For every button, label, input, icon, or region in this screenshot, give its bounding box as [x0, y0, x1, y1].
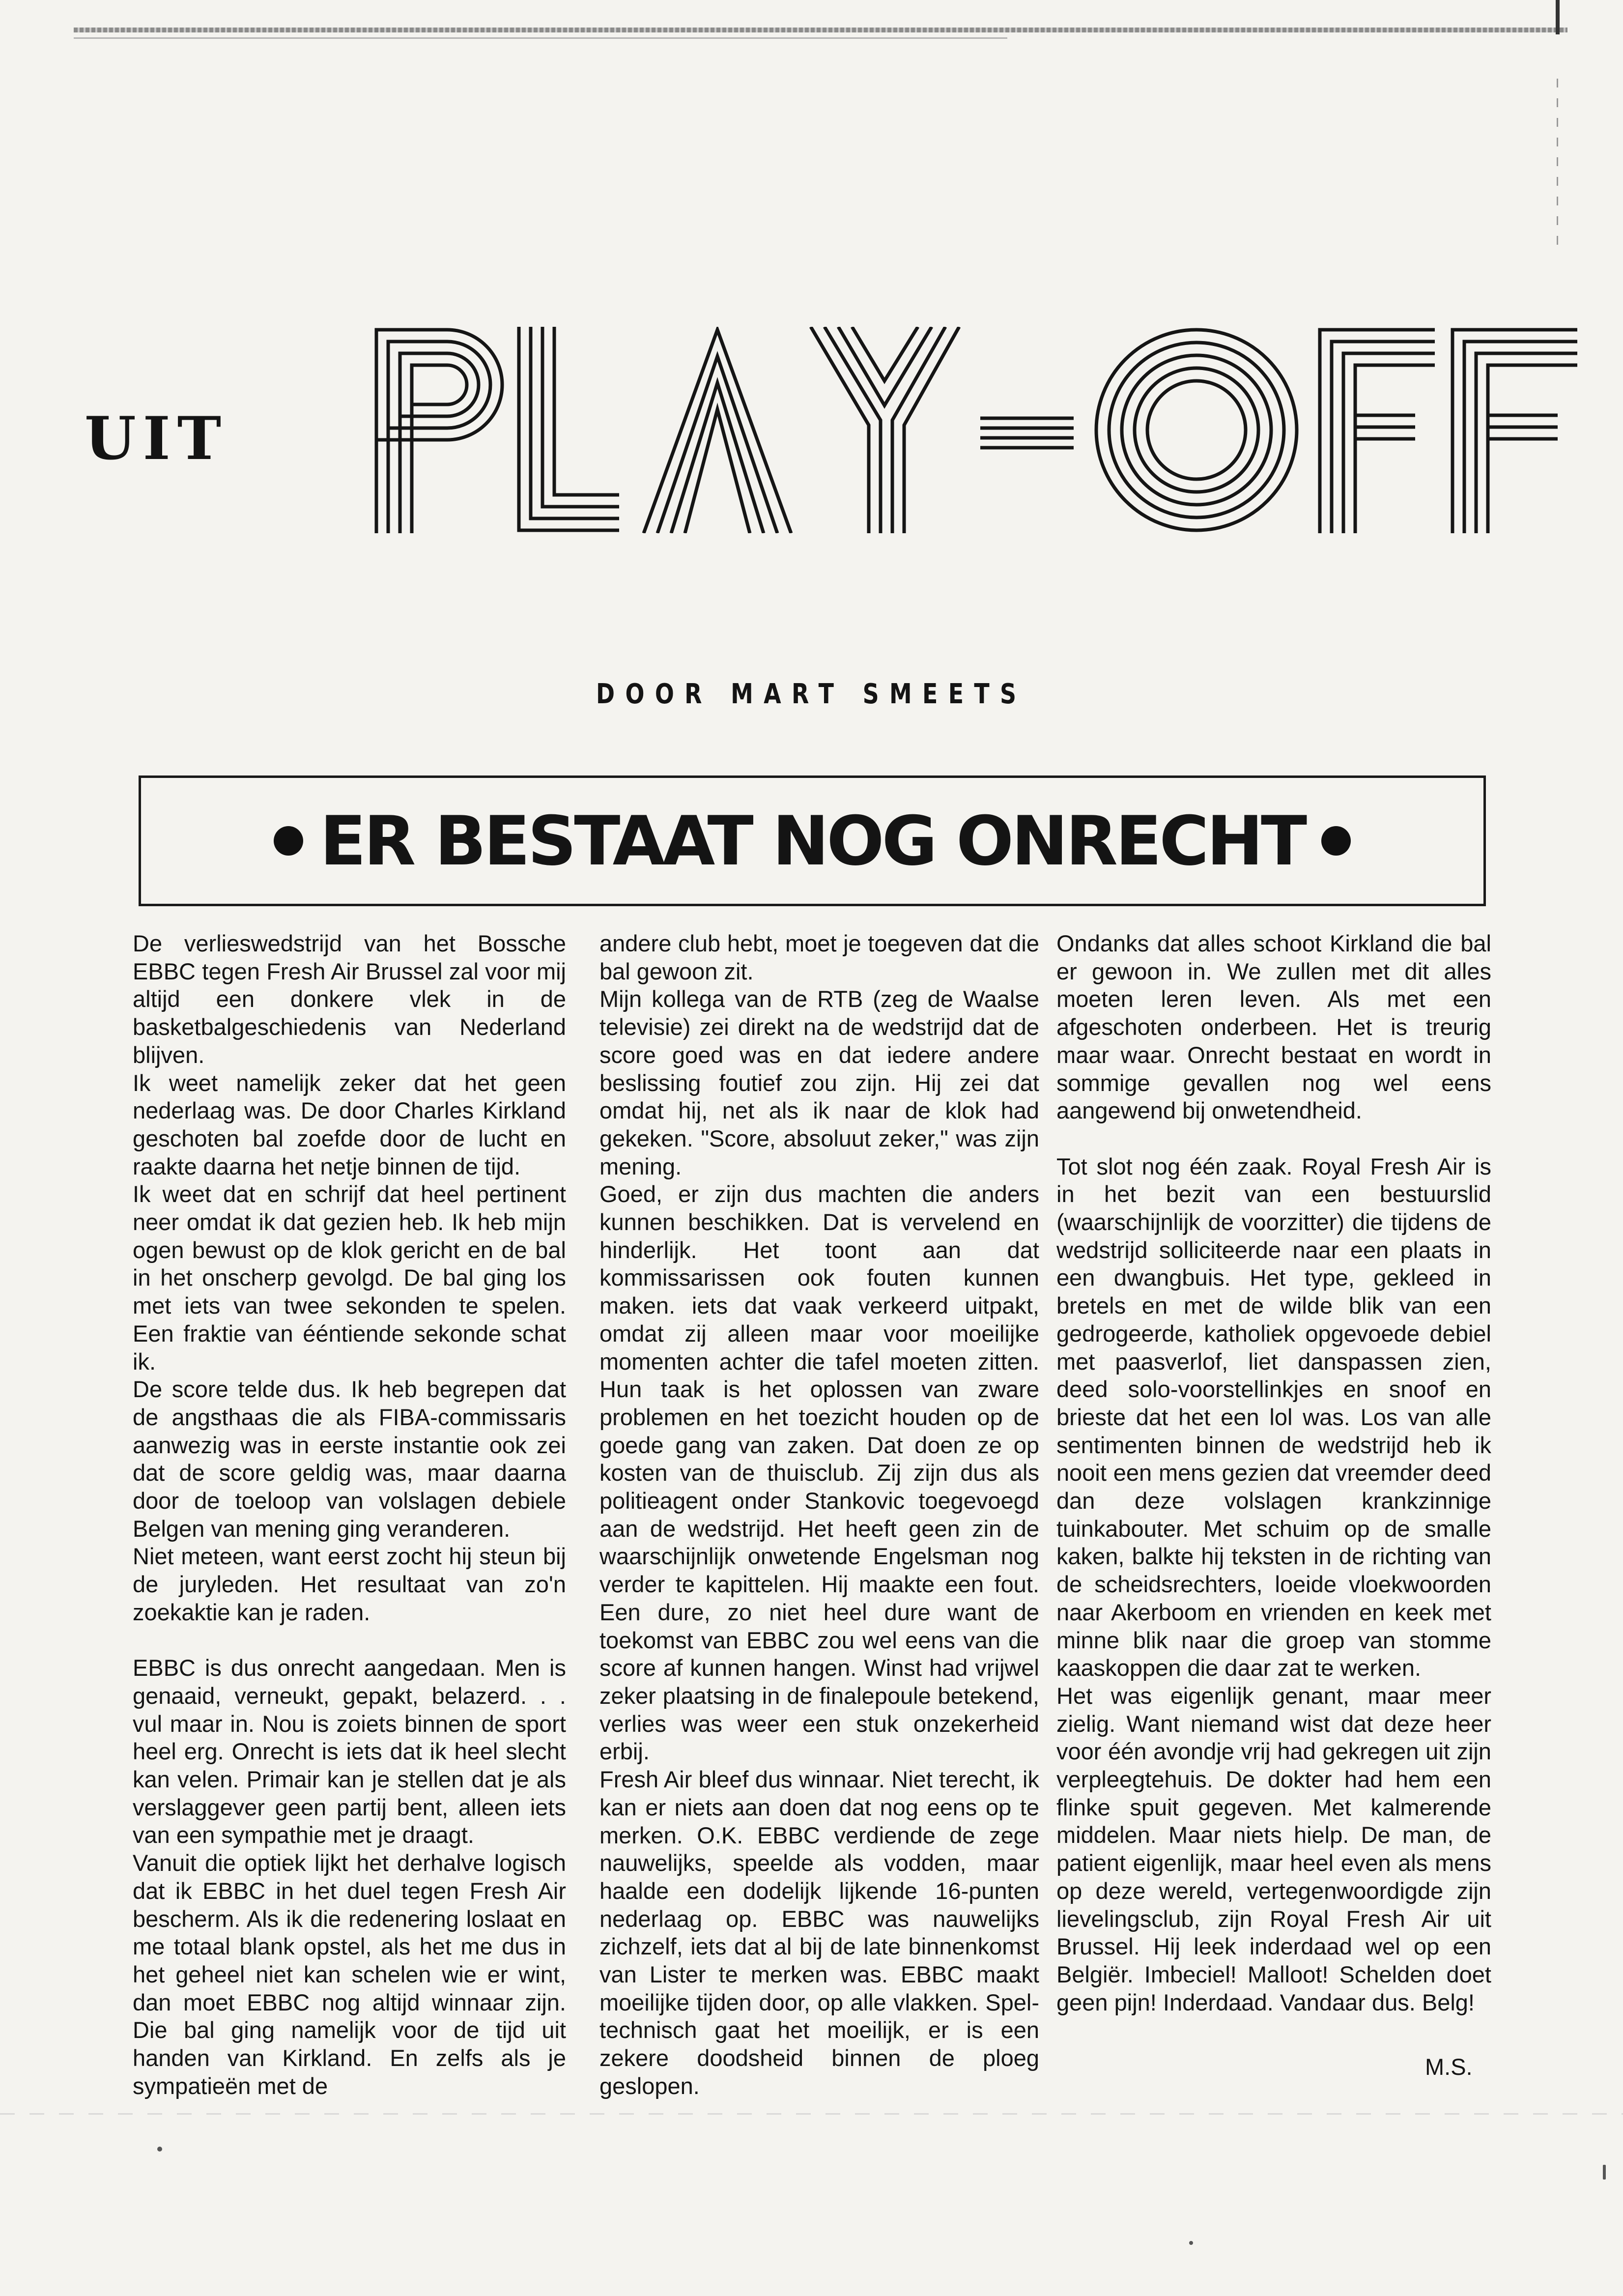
article-column-3 — [1056, 930, 1491, 2016]
paragraph: Vanuit die optiek lijkt het derhalve logisch dat ik EBBC in het duel tegen Fresh Air bescherm. Als ik die redenering loslaat en me totaal blank opstel, als het me dus in het geheel niet kan schelen wie er wint, dan moet EBBC nog altijd winnaar zijn. Die bal ging namelijk voor de tijd uit handen van Kirkland. En zelfs als je sympatieën met de — [133, 1850, 566, 2099]
paragraph: Fresh Air bleef dus winnaar. Niet terecht, ik kan er niets aan doen dat nog eens op te merken. O.K. EBBC verdiende de zege nauwelijks, speelde als vodden, maar haalde een dodelijk lijkende 16-punten nederlaag op. EBBC was nauwelijks zichzelf, iets dat al bij de late binnenkomst van Lister te merken was. EBBC maakt moeilijke tijden door, op alle vlakken. Spel-technisch gaat het moeilijk, er is een zekere doodsheid binnen de ploeg geslopen. — [599, 1766, 1039, 2099]
article-column-2 — [599, 930, 1039, 2100]
paragraph: Ik weet dat en schrijf dat heel pertinent neer omdat ik dat gezien heb. Ik heb mijn ogen bewust op de klok gericht en de bal in het onscherp gevolgd. De bal ging los met iets van twee sekonden te spelen. Een fraktie van ééntiende sekonde schat ik. — [133, 1181, 566, 1375]
headline-box — [139, 775, 1486, 906]
bullet-icon — [274, 826, 303, 856]
byline: DOOR MART SMEETS — [596, 678, 1027, 710]
paragraph: Ik weet namelijk zeker dat het geen nederlaag was. De door Charles Kirkland geschoten bal zoefde door de lucht en raakte daarna het netje binnen de tijd. — [133, 1069, 566, 1179]
top-rule-secondary — [74, 37, 1007, 39]
paragraph: De score telde dus. Ik heb begrepen dat de angsthaas die als FIBA-commissaris aanwezig was in eerste instantie ook zei dat de score geldig was, maar daarna door de toeloop van volslagen debiele Belgen van mening ging veranderen. — [133, 1376, 566, 1542]
edge-mark — [1603, 2165, 1606, 2180]
paragraph: Tot slot nog één zaak. Royal Fresh Air is in het bezit van een bestuurslid (waarschijnlijk de voorzitter) die tijdens de wedstrijd solliciteerde naar een plaats in een dwangbuis. Het type, gekleed in bretels en met de wilde blik van een gedrogeerde, katholiek opgevoede debiel met paasverlof, liet danspassen zien, deed solo-voorstellinkjes en snoof en brieste dat het een lol was. Los van alle sentimenten binnen de wedstrijd heb ik nooit een mens gezien dat vreemder deed dan deze volslagen krankzinnige tuinkabouter. Met schuim op de smalle kaken, balkte hij teksten in de richting van de scheidsrechters, loeide vloekwoorden naar Akerboom en vrienden en keek met minne blik naar die groep van stomme kaaskoppen die daar zat te werken. — [1056, 1153, 1491, 1681]
headline — [141, 802, 1483, 881]
paragraph: andere club hebt, moet je toegeven dat die bal gewoon zit. — [599, 930, 1039, 984]
bullet-icon — [1321, 826, 1351, 856]
paper-speck — [1189, 2241, 1193, 2245]
fold-line — [0, 2113, 1623, 2115]
paragraph: Niet meteen, want eerst zocht hij steun bij de juryleden. Het resultaat van zo'n zoekaktie kan je raden. — [133, 1543, 566, 1625]
corner-mark — [1556, 0, 1560, 34]
play-off-logo — [369, 327, 1582, 533]
paragraph: Mijn kollega van de RTB (zeg de Waalse televisie) zei direkt na de wedstrijd dat de score goed was en dat iedere andere beslissing foutief zou zijn. Hij zei dat omdat hij, net als ik naar de klok had gekeken. "Score, absoluut zeker," was zijn mening. — [599, 986, 1039, 1179]
paragraph: Goed, er zijn dus machten die anders kunnen beschikken. Dat is vervelend en hinderlijk. Het toont aan dat kommissarissen ook fouten kunnen maken. iets dat vaak verkeerd uitpakt, omdat zij alleen maar voor moeilijke momenten achter die tafel moeten zitten. Hun taak is het oplossen van zware problemen en het toezicht houden op de goede gang van zaken. Dat doen ze op kosten van de thuisclub. Zij zijn dus als politieagent onder Stankovic toegevoegd aan de wedstrijd. Het heeft geen zin de waarschijnlijk onwetende Engelsman nog verder te kapittelen. Hij maakte een fout. Een dure, zo niet heel dure want de toekomst van EBBC zou wel eens van die score af kunnen hangen. Winst had vrijwel zeker plaatsing in de finalepoule betekend, verlies was weer een stuk onzekerheid erbij. — [599, 1181, 1039, 1765]
signature: M.S. — [1425, 2054, 1473, 2080]
paragraph: Het was eigenlijk genant, maar meer zielig. Want niemand wist dat deze heer voor één avondje vrij had gekregen uit zijn verpleegtehuis. De dokter had hem een flinke spuit gegeven. Met kalmerende middelen. Maar niets hielp. De man, de patient eigenlijk, maar heel even als mens op deze wereld, vertegenwoordigde zijn lievelingsclub, zijn Royal Fresh Air uit Brussel. Hij leek inderdaad wel op een Belgiër. Imbeciel! Malloot! Schelden doet geen pijn! Inderdaad. Vandaar dus. Belg! — [1056, 1682, 1491, 2015]
paragraph: Ondanks dat alles schoot Kirkland die bal er gewoon in. We zullen met dit alles moeten leren leven. Als met een afgeschoten onderbeen. Het is treurig maar waar. Onrecht bestaat en wordt in sommige gevallen nog wel eens aangewend bij onwetendheid. — [1056, 930, 1491, 1124]
paper-speck — [157, 2147, 162, 2152]
headline-text: ER BESTAAT NOG ONRECHT — [319, 802, 1305, 881]
kicker: UIT — [85, 404, 228, 473]
top-rule — [74, 28, 1567, 32]
paragraph: EBBC is dus onrecht aangedaan. Men is genaaid, verneukt, gepakt, belazerd. . . vul maar in. Nou is zoiets binnen de sport heel erg. Onrecht is iets dat ik heel slecht kan velen. Primair kan je stellen dat je als verslaggever geen partij bent, alleen iets van een sympathie met je draagt. — [133, 1655, 566, 1848]
paragraph: De verlieswedstrijd van het Bossche EBBC tegen Fresh Air Brussel zal voor mij altijd een donkere vlek in de basketbalgeschiedenis van Nederland blijven. — [133, 930, 566, 1068]
article-column-1 — [133, 930, 566, 2100]
margin-dash — [1557, 79, 1558, 246]
